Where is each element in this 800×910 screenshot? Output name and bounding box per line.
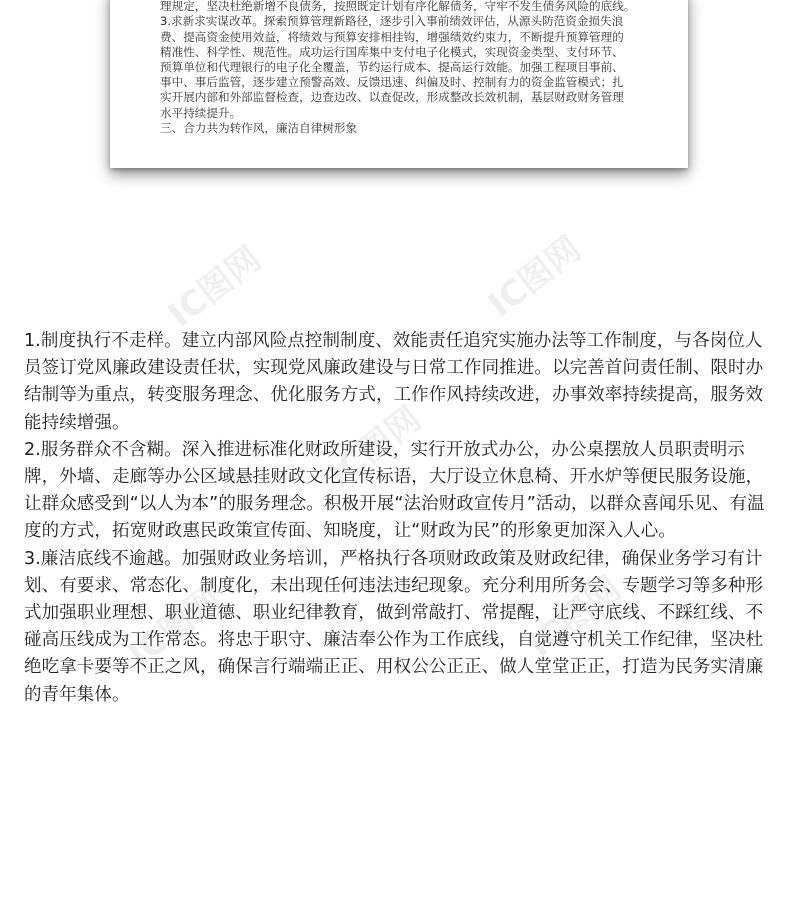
main-content <box>24 328 780 709</box>
paragraph-2: 2.服务群众不含糊。深入推进标准化财政所建设，实行开放式办公，办公桌摆放人员职责明示牌，外墙、走廊等办公区域悬挂财政文化宣传标语，大厅设立休息椅、开水炉等便民服务设施，让群众感受到“以人为本”的服务理念。积极开展“法治财政宣传月”活动，以群众喜闻乐见、有温度的方式，拓宽财政惠民政策宣传面、知晓度，让“财政为民”的形象更加深入人心。 <box>24 439 765 542</box>
watermark: IC图网 <box>481 228 589 326</box>
watermark: IC图网 <box>161 238 269 336</box>
paragraph-3: 3.廉洁底线不逾越。加强财政业务培训，严格执行各项财政政策及财政纪律，确保业务学习有计划、有要求、常态化、制度化，未出现任何违法违纪现象。充分利用所务会、专题学习等多种形式加强职业理想、职业道德、职业纪律教育，做到常敲打、常提醒，让严守底线、不踩红线、不碰高压线成为工作常态。将忠于职守、廉洁奉公作为工作底线，自觉遵守机关工作纪律，坚决杜绝吃拿卡要等不正之风，确保言行端端正正、用权公公正正、做人堂堂正正，打造为民务实清廉的青年集体。 <box>24 548 764 705</box>
preview-section-heading: 三、合力共为转作风，廉洁自律树形象 <box>160 120 358 135</box>
preview-line: 实开展内部和外部监督检查，边查边改、以查促改，形成整改长效机制，基层财政财务管理 <box>160 90 624 105</box>
watermark: IC图网 <box>321 398 429 496</box>
paragraph-1: 1.制度执行不走样。建立内部风险点控制制度、效能责任追究实施办法等工作制度，与各岗位人员签订党风廉政建设责任状，实现党风廉政建设与日常工作同推进。以完善首问责任制、限时办结制等为重点，转变服务理念、优化服务方式，工作作风持续改进，办事效率持续提高，服务效能持续增强。 <box>24 331 764 433</box>
preview-line: 理规定，坚决杜绝新增不良债务，按照既定计划有序化解债务，守牢不发生债务风险的底线。 <box>160 0 636 14</box>
preview-line: 水平持续提升。 <box>160 105 242 120</box>
watermark: IC图网 <box>121 578 229 676</box>
preview-line: 预算单位和代理银行的电子化全覆盖，节约运行成本、提高运行效能。加强工程项目事前、 <box>160 59 624 74</box>
preview-text <box>160 0 658 136</box>
preview-band <box>0 0 800 200</box>
watermark: IC图网 <box>521 568 629 666</box>
preview-line: 事中、事后监管，逐步建立预警高效、反馈迅速、纠偏及时、控制有力的资金监管模式；扎 <box>160 75 624 90</box>
preview-line: 3.求新求实谋改革。探索预算管理新路径，逐步引入事前绩效评估，从源头防范资金损失浪 <box>160 14 624 29</box>
preview-line: 费、提高资金使用效益，将绩效与预算安排相挂钩，增强绩效约束力，不断提升预算管理的 <box>160 29 624 44</box>
preview-line: 精准性、科学性、规范性。成功运行国库集中支付电子化模式，实现资金类型、支付环节、 <box>160 44 624 59</box>
document-preview-card <box>110 0 688 168</box>
